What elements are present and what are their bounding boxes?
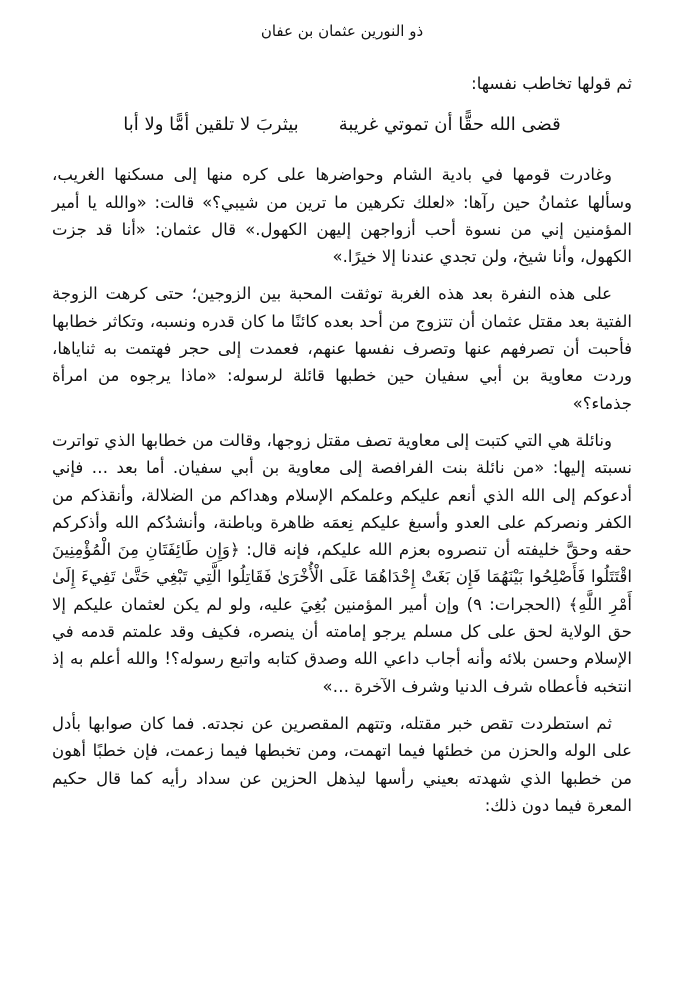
page-body: [52, 70, 632, 819]
intro-line: ثم قولها تخاطب نفسها:: [471, 74, 632, 93]
verse-first-hemistich: قضى الله حقًّا أن تموتي غريبة: [338, 114, 561, 136]
paragraph-3: ونائلة هي التي كتبت إلى معاوية تصف مقتل زوجها، وقالت من خطابها الذي تواترت نسبته إليها: «من نائلة بنت الفرافصة إلى معاوية بن أبي سفيان. أما بعد … فإني أدعوكم إلى الله الذي أنعم عليكم وعلمكم الإسلام وهداكم من الضلالة، وأنقذكم من الكفر ونصركم على العدو وأسبغ عليكم نِعمَه ظاهرة وباطنة، وأنشدُكم الله وأذكركم حقه وحقَّ خليفته أن تنصروه بعزم الله عليكم، فإنه قال: ﴿وَإِن طَائِفَتَانِ مِنَ الْمُؤْمِنِينَ اقْتَتَلُوا فَأَصْلِحُوا بَيْنَهُمَا فَإِن بَغَتْ إِحْدَاهُمَا عَلَى الْأُخْرَىٰ فَقَاتِلُوا الَّتِي تَبْغِي حَتَّىٰ تَفِيءَ إِلَىٰ أَمْرِ اللَّهِ﴾ (الحجرات: ٩) وإن أمير المؤمنين بُغِيَ عليه، ولو لم يكن لعثمان عليكم إلا حق الولاية لحق على كل مسلم يرجو إمامته أن ينصره، فكيف وقد علمتم قدمه في الإسلام وحسن بلائه وأنه أجاب داعي الله وصدق كتابه واتبع رسوله؟! والله أعلم به إذ انتخبه فأعطاه شرف الدنيا وشرف الآخرة …»: [52, 430, 632, 696]
verse-second-hemistich: بيثربَ لا تلقين أمًّا ولا أبا: [123, 114, 299, 136]
poem-verse: [52, 111, 632, 139]
paragraph-2: على هذه النفرة بعد هذه الغربة توثقت المحبة بين الزوجين؛ حتى كرهت الزوجة الفتية بعد مقتل عثمان أن تتزوج من أحد بعده كائنًا ما كان قدره ونسبه، وتكاثر خطابها فأحبت أن تصرفهم عنها وتصرف نفسها عنهم، فعمدت إلى حجر فهتمت به ثناياها، وردت معاوية بن أبي سفيان حين خطبها قائلة لرسوله: «ماذا يرجوه من امرأة جذماء؟»: [52, 284, 632, 413]
paragraph-4: ثم استطردت تقص خبر مقتله، وتتهم المقصرين عن نجدته. فما كان صوابها بأدل على الوله والحزن من خطئها فيما اتهمت، ومن تخبطها فيما زعمت، فإن خطبًا أهون من خطبها الذي شهدته بعيني رأسها ليذهل الحزين عن سداد رأيه كما قال حكيم المعرة فيما دون ذلك:: [52, 713, 632, 815]
running-header: ذو النورين عثمان بن عفان: [260, 22, 424, 40]
paragraph-1: وغادرت قومها في بادية الشام وحواضرها على كره منها إلى مسكنها الغريب، وسألها عثمانُ حين رآها: «لعلك تكرهين ما ترين من شيبي؟» قالت: «والله يا أمير المؤمنين إني من نسوة أحب أزواجهن إليهن الكهول.» قال عثمان: «أنا قد جزت الكهول، وأنا شيخ، ولن تجدي عندنا إلا خيرًا.»: [52, 165, 632, 267]
